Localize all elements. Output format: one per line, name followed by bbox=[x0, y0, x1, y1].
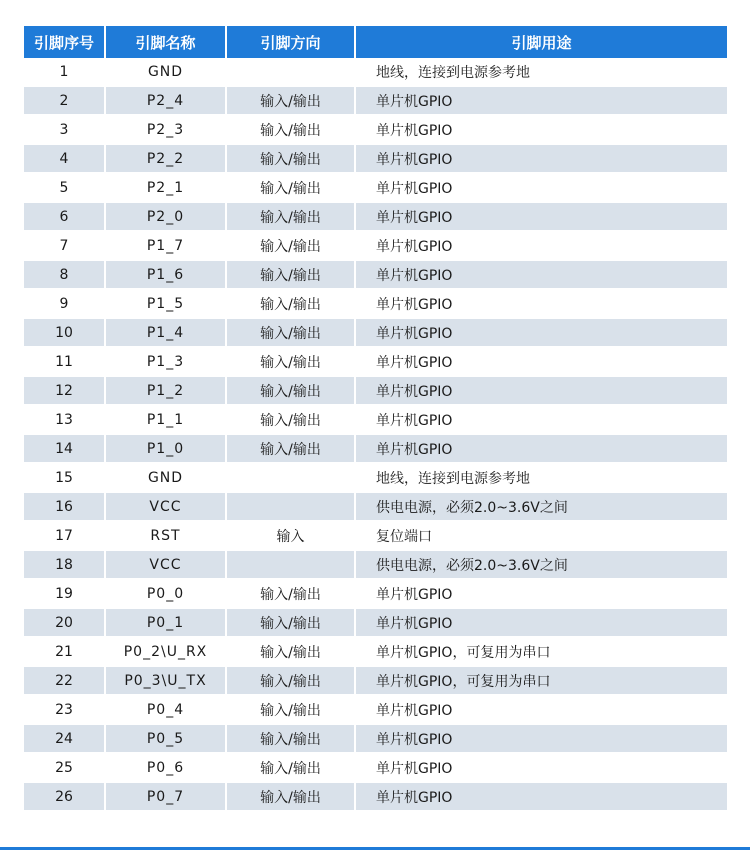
pin-direction-cell: 输入/输出 bbox=[227, 319, 356, 348]
pin-direction-cell: 输入/输出 bbox=[227, 377, 356, 406]
pin-name-cell: P1_4 bbox=[106, 319, 227, 348]
pin-number-cell: 12 bbox=[24, 377, 106, 406]
table-row bbox=[24, 638, 727, 667]
pin-name-cell: P2_0 bbox=[106, 203, 227, 232]
bottom-divider bbox=[0, 847, 750, 850]
pin-name-cell: P0_2\U_RX bbox=[106, 638, 227, 667]
pin-direction-cell: 输入/输出 bbox=[227, 754, 356, 783]
table-header bbox=[24, 26, 727, 58]
pin-name-cell: P1_6 bbox=[106, 261, 227, 290]
pin-usage-cell: 单片机GPIO bbox=[356, 406, 727, 435]
pin-direction-cell: 输入/输出 bbox=[227, 203, 356, 232]
table-row bbox=[24, 522, 727, 551]
pin-name-cell: VCC bbox=[106, 551, 227, 580]
header-pin-number: 引脚序号 bbox=[24, 26, 106, 58]
table-row bbox=[24, 754, 727, 783]
pin-name-cell: P1_1 bbox=[106, 406, 227, 435]
pin-number-cell: 22 bbox=[24, 667, 106, 696]
header-pin-direction: 引脚方向 bbox=[227, 26, 356, 58]
pin-name-cell: P0_7 bbox=[106, 783, 227, 812]
pin-number-cell: 4 bbox=[24, 145, 106, 174]
table-body bbox=[24, 58, 727, 812]
pin-usage-cell: 单片机GPIO bbox=[356, 609, 727, 638]
pin-direction-cell: 输入/输出 bbox=[227, 406, 356, 435]
pin-name-cell: P1_0 bbox=[106, 435, 227, 464]
table-row bbox=[24, 87, 727, 116]
pin-name-cell: GND bbox=[106, 464, 227, 493]
table-row bbox=[24, 174, 727, 203]
table-row bbox=[24, 696, 727, 725]
pin-number-cell: 15 bbox=[24, 464, 106, 493]
pin-usage-cell: 单片机GPIO，可复用为串口 bbox=[356, 667, 727, 696]
pin-name-cell: P2_2 bbox=[106, 145, 227, 174]
pin-name-cell: P0_0 bbox=[106, 580, 227, 609]
pin-name-cell: P2_1 bbox=[106, 174, 227, 203]
table-row bbox=[24, 261, 727, 290]
pin-name-cell: VCC bbox=[106, 493, 227, 522]
pin-direction-cell: 输入/输出 bbox=[227, 638, 356, 667]
pin-number-cell: 25 bbox=[24, 754, 106, 783]
pin-usage-cell: 单片机GPIO bbox=[356, 145, 727, 174]
table-row bbox=[24, 725, 727, 754]
pin-usage-cell: 单片机GPIO bbox=[356, 203, 727, 232]
pin-usage-cell: 单片机GPIO bbox=[356, 696, 727, 725]
pin-usage-cell: 单片机GPIO bbox=[356, 435, 727, 464]
header-row bbox=[24, 26, 727, 58]
pin-name-cell: P0_1 bbox=[106, 609, 227, 638]
pin-number-cell: 9 bbox=[24, 290, 106, 319]
pin-usage-cell: 单片机GPIO bbox=[356, 87, 727, 116]
pin-usage-cell: 复位端口 bbox=[356, 522, 727, 551]
table-row bbox=[24, 116, 727, 145]
table-row bbox=[24, 58, 727, 87]
pin-name-cell: P0_4 bbox=[106, 696, 227, 725]
pin-number-cell: 24 bbox=[24, 725, 106, 754]
pin-direction-cell bbox=[227, 493, 356, 522]
pin-name-cell: P0_3\U_TX bbox=[106, 667, 227, 696]
pin-direction-cell: 输入/输出 bbox=[227, 116, 356, 145]
header-pin-name: 引脚名称 bbox=[106, 26, 227, 58]
pin-number-cell: 5 bbox=[24, 174, 106, 203]
pin-number-cell: 18 bbox=[24, 551, 106, 580]
pin-number-cell: 21 bbox=[24, 638, 106, 667]
pin-number-cell: 16 bbox=[24, 493, 106, 522]
pin-direction-cell: 输入/输出 bbox=[227, 580, 356, 609]
pin-number-cell: 10 bbox=[24, 319, 106, 348]
pin-name-cell: P1_7 bbox=[106, 232, 227, 261]
pin-name-cell: P1_2 bbox=[106, 377, 227, 406]
table-row bbox=[24, 464, 727, 493]
pin-number-cell: 7 bbox=[24, 232, 106, 261]
table-row bbox=[24, 145, 727, 174]
pin-name-cell: P1_5 bbox=[106, 290, 227, 319]
pin-usage-cell: 单片机GPIO bbox=[356, 290, 727, 319]
pin-usage-cell: 单片机GPIO bbox=[356, 754, 727, 783]
header-pin-usage: 引脚用途 bbox=[356, 26, 727, 58]
pin-number-cell: 17 bbox=[24, 522, 106, 551]
pin-table bbox=[24, 26, 727, 812]
pin-usage-cell: 单片机GPIO bbox=[356, 116, 727, 145]
pin-name-cell: P0_6 bbox=[106, 754, 227, 783]
pin-usage-cell: 供电电源，必须2.0~3.6V之间 bbox=[356, 551, 727, 580]
pin-number-cell: 13 bbox=[24, 406, 106, 435]
pin-usage-cell: 单片机GPIO bbox=[356, 377, 727, 406]
pin-direction-cell: 输入/输出 bbox=[227, 290, 356, 319]
pin-usage-cell: 单片机GPIO bbox=[356, 348, 727, 377]
pin-name-cell: RST bbox=[106, 522, 227, 551]
pin-number-cell: 8 bbox=[24, 261, 106, 290]
pin-usage-cell: 地线，连接到电源参考地 bbox=[356, 58, 727, 87]
pin-direction-cell: 输入/输出 bbox=[227, 348, 356, 377]
pin-name-cell: GND bbox=[106, 58, 227, 87]
table-row bbox=[24, 290, 727, 319]
table-row bbox=[24, 319, 727, 348]
table-row bbox=[24, 435, 727, 464]
table-row bbox=[24, 667, 727, 696]
pin-direction-cell: 输入/输出 bbox=[227, 261, 356, 290]
pin-number-cell: 26 bbox=[24, 783, 106, 812]
pin-usage-cell: 单片机GPIO bbox=[356, 783, 727, 812]
pin-number-cell: 11 bbox=[24, 348, 106, 377]
pin-name-cell: P1_3 bbox=[106, 348, 227, 377]
pin-usage-cell: 地线，连接到电源参考地 bbox=[356, 464, 727, 493]
pin-number-cell: 1 bbox=[24, 58, 106, 87]
table-row bbox=[24, 551, 727, 580]
pin-direction-cell: 输入 bbox=[227, 522, 356, 551]
pin-direction-cell: 输入/输出 bbox=[227, 696, 356, 725]
pin-usage-cell: 单片机GPIO bbox=[356, 232, 727, 261]
pin-direction-cell: 输入/输出 bbox=[227, 174, 356, 203]
pin-number-cell: 19 bbox=[24, 580, 106, 609]
pin-direction-cell: 输入/输出 bbox=[227, 87, 356, 116]
pin-number-cell: 2 bbox=[24, 87, 106, 116]
pin-number-cell: 23 bbox=[24, 696, 106, 725]
pin-name-cell: P2_3 bbox=[106, 116, 227, 145]
table-row bbox=[24, 377, 727, 406]
pin-number-cell: 6 bbox=[24, 203, 106, 232]
pin-usage-cell: 单片机GPIO bbox=[356, 261, 727, 290]
pin-direction-cell: 输入/输出 bbox=[227, 232, 356, 261]
pin-direction-cell: 输入/输出 bbox=[227, 145, 356, 174]
table-row bbox=[24, 609, 727, 638]
table-row bbox=[24, 232, 727, 261]
pin-usage-cell: 单片机GPIO bbox=[356, 580, 727, 609]
pin-direction-cell: 输入/输出 bbox=[227, 725, 356, 754]
pin-direction-cell: 输入/输出 bbox=[227, 667, 356, 696]
pin-direction-cell: 输入/输出 bbox=[227, 435, 356, 464]
table-row bbox=[24, 783, 727, 812]
pin-direction-cell bbox=[227, 464, 356, 493]
pin-usage-cell: 单片机GPIO bbox=[356, 725, 727, 754]
pin-usage-cell: 单片机GPIO bbox=[356, 174, 727, 203]
pin-usage-cell: 单片机GPIO，可复用为串口 bbox=[356, 638, 727, 667]
pin-usage-cell: 单片机GPIO bbox=[356, 319, 727, 348]
table-row bbox=[24, 203, 727, 232]
pin-usage-cell: 供电电源，必须2.0~3.6V之间 bbox=[356, 493, 727, 522]
pin-number-cell: 20 bbox=[24, 609, 106, 638]
pin-number-cell: 14 bbox=[24, 435, 106, 464]
table-row bbox=[24, 348, 727, 377]
pin-direction-cell bbox=[227, 551, 356, 580]
pin-name-cell: P2_4 bbox=[106, 87, 227, 116]
pin-name-cell: P0_5 bbox=[106, 725, 227, 754]
table-row bbox=[24, 406, 727, 435]
pin-number-cell: 3 bbox=[24, 116, 106, 145]
table-row bbox=[24, 493, 727, 522]
pin-direction-cell: 输入/输出 bbox=[227, 609, 356, 638]
table-row bbox=[24, 580, 727, 609]
pin-direction-cell: 输入/输出 bbox=[227, 783, 356, 812]
pin-direction-cell bbox=[227, 58, 356, 87]
